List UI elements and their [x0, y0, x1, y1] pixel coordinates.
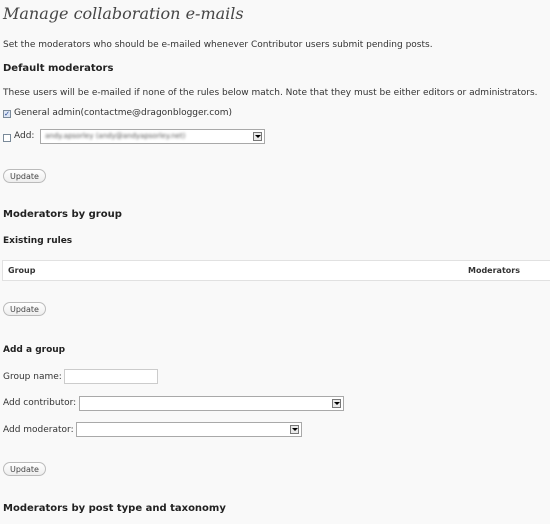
group-name-input[interactable] — [64, 369, 158, 384]
add-moderator-select[interactable] — [76, 422, 302, 437]
default-moderators-description: These users will be e-mailed if none of the rules below match. Note that they must be either editors or administrators. — [3, 88, 538, 98]
chevron-down-icon[interactable] — [253, 132, 262, 141]
chevron-down-icon[interactable] — [332, 399, 341, 408]
add-default-moderator-value: andy.apsorley (andy@andyapsorley.net) — [45, 132, 186, 140]
add-group-update-button[interactable]: Update — [3, 462, 46, 476]
add-moderator-label: Add moderator: — [3, 425, 74, 435]
add-contributor-label: Add contributor: — [3, 398, 77, 408]
add-group-heading: Add a group — [3, 345, 66, 355]
add-default-moderator-select[interactable] — [40, 129, 265, 144]
general-admin-label: General admin(contactme@dragonblogger.com) — [14, 108, 233, 118]
existing-rules-heading: Existing rules — [3, 236, 73, 246]
post-type-taxonomy-heading: Moderators by post type and taxonomy — [3, 503, 226, 514]
general-admin-checkbox[interactable] — [3, 110, 11, 118]
checkmark-icon: ✓ — [4, 110, 10, 118]
column-header-group: Group — [8, 266, 36, 275]
group-name-label: Group name: — [3, 372, 62, 382]
moderators-by-group-heading: Moderators by group — [3, 209, 122, 220]
column-header-moderators: Moderators — [468, 266, 520, 275]
group-rules-update-button[interactable]: Update — [3, 302, 46, 316]
add-contributor-select[interactable] — [79, 396, 344, 411]
page-intro: Set the moderators who should be e-mailed whenever Contributor users submit pending posts. — [3, 40, 433, 50]
default-moderators-heading: Default moderators — [3, 63, 114, 74]
default-moderators-update-button[interactable]: Update — [3, 169, 46, 183]
add-default-moderator-checkbox[interactable] — [3, 134, 11, 142]
existing-rules-table — [2, 260, 550, 281]
page-title: Manage collaboration e-mails — [3, 4, 244, 23]
add-default-moderator-label: Add: — [14, 131, 35, 141]
chevron-down-icon[interactable] — [290, 425, 299, 434]
